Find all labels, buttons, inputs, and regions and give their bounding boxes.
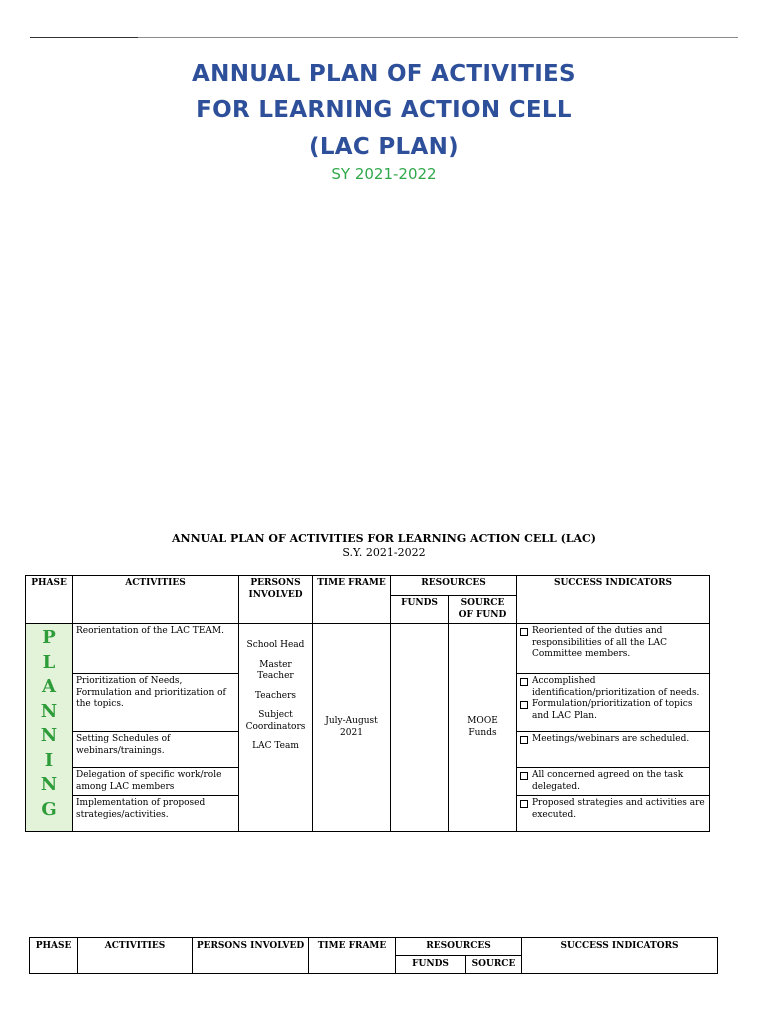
checkbox-icon — [520, 772, 528, 780]
header-persons-involved: PERSONS INVOLVED — [193, 938, 309, 974]
checkbox-icon — [520, 678, 528, 686]
checkbox-icon — [520, 736, 528, 744]
success-indicator-item: Formulation/prioritization of topics and LAC Plan. — [520, 699, 706, 722]
header-time-frame: TIME FRAME — [309, 938, 396, 974]
time-frame-cell: July-August 2021 — [313, 624, 391, 832]
header-source-of-fund: SOURCE OF FUND — [449, 596, 517, 624]
success-indicator-item: Reoriented of the duties and responsibilities of all the LAC Committee members. — [520, 626, 706, 661]
header-funds: FUNDS — [391, 596, 449, 624]
person-item: LAC Team — [252, 741, 299, 751]
header-resources: RESOURCES — [396, 938, 522, 956]
lac-plan-table-continued — [29, 937, 718, 974]
success-indicator-item: Accomplished identification/prioritization of needs. — [520, 676, 706, 699]
header-persons-involved: PERSONS INVOLVED — [239, 576, 313, 624]
top-divider-accent — [30, 37, 138, 38]
cover-title-line-1: ANNUAL PLAN OF ACTIVITIES — [192, 61, 576, 87]
header-success-indicators: SUCCESS INDICATORS — [522, 938, 718, 974]
document-title: ANNUAL PLAN OF ACTIVITIES FOR LEARNING ACTION CELL (LAC) — [171, 532, 597, 545]
phase-letter: A — [42, 676, 56, 697]
header-success-indicators: SUCCESS INDICATORS — [517, 576, 710, 624]
header-source: SOURCE — [466, 956, 522, 974]
cover-school-year: SY 2021-2022 — [331, 165, 437, 183]
phase-letter: G — [41, 798, 57, 820]
lac-plan-table — [25, 575, 710, 832]
header-funds: FUNDS — [396, 956, 466, 974]
checkbox-icon — [520, 628, 528, 636]
person-item: Teachers — [254, 690, 297, 701]
activity-cell: Implementation of proposed strategies/activities. — [73, 796, 239, 832]
activity-cell: Delegation of specific work/role among LAC members — [73, 768, 239, 796]
checkbox-icon — [520, 701, 528, 709]
source-of-fund-cell: MOOE Funds — [449, 624, 517, 832]
phase-letter: P — [42, 627, 56, 648]
phase-letter: L — [42, 651, 56, 673]
checkbox-icon — [520, 800, 528, 808]
person-item: Master Teacher — [257, 659, 294, 681]
header-phase: PHASE — [26, 576, 73, 624]
header-phase: PHASE — [30, 938, 78, 974]
success-indicator-item: All concerned agreed on the task delegated. — [520, 770, 706, 793]
cover-title-line-2: FOR LEARNING ACTION CELL — [196, 97, 572, 123]
header-resources: RESOURCES — [391, 576, 517, 596]
success-indicator-item: Proposed strategies and activities are executed. — [520, 798, 706, 821]
phase-planning — [26, 624, 73, 832]
person-item: Subject Coordinators — [245, 710, 306, 732]
activity-cell: Reorientation of the LAC TEAM. — [73, 624, 239, 674]
activity-cell: Prioritization of Needs, Formulation and prioritization of the topics. — [73, 674, 239, 732]
success-indicator-cell — [517, 624, 710, 674]
header-activities: ACTIVITIES — [78, 938, 193, 974]
cover-title-line-3: (LAC PLAN) — [309, 134, 459, 160]
document-school-year: S.Y. 2021-2022 — [342, 546, 426, 559]
phase-letter: I — [44, 749, 54, 771]
funds-cell — [391, 624, 449, 832]
activity-cell: Setting Schedules of webinars/trainings. — [73, 732, 239, 768]
header-activities: ACTIVITIES — [73, 576, 239, 624]
phase-letter: N — [40, 774, 58, 795]
success-indicator-cell — [517, 674, 710, 732]
success-indicator-item: Meetings/webinars are scheduled. — [520, 734, 706, 746]
phase-letter: N — [40, 725, 58, 746]
person-item: School Head — [246, 640, 305, 650]
phase-letter: N — [40, 700, 58, 722]
success-indicator-cell — [517, 768, 710, 796]
persons-involved-cell — [239, 624, 313, 832]
success-indicator-cell — [517, 796, 710, 832]
header-time-frame: TIME FRAME — [313, 576, 391, 624]
success-indicator-cell — [517, 732, 710, 768]
